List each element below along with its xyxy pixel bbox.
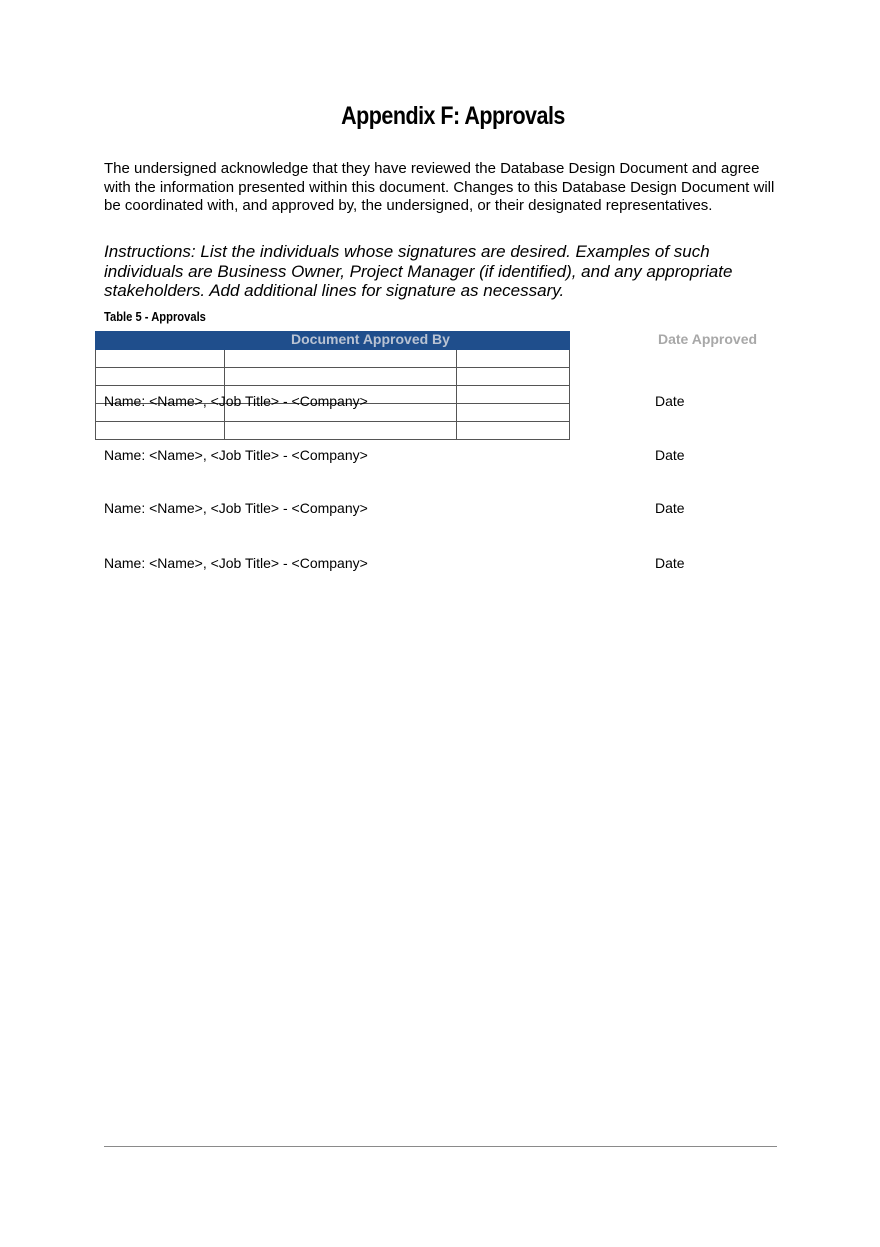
table-row — [96, 350, 570, 368]
table-header-cell — [457, 332, 570, 350]
table-cell[interactable] — [457, 368, 570, 386]
approved-by-header: Document Approved By — [291, 331, 450, 347]
signature-date: Date — [655, 393, 685, 409]
instructions-paragraph: Instructions: List the individuals whose signatures are desired. Examples of such individuals are Business Owner, Project Manager (if identified), and any appropriate stakeholders. Add additional lines for signature as necessary. — [104, 242, 733, 301]
table-cell[interactable] — [457, 386, 570, 404]
intro-paragraph: The undersigned acknowledge that they have reviewed the Database Design Document and agree with the information presented within this document. Changes to this Database Design Document will be coordinated with, and approved by, the undersigned, or their designated representatives. — [104, 160, 775, 215]
table-caption: Table 5 - Approvals — [104, 309, 206, 324]
signature-name: Name: <Name>, <Job Title> - <Company> — [104, 555, 368, 571]
signature-date: Date — [655, 555, 685, 571]
signature-name: Name: <Name>, <Job Title> - <Company> — [104, 447, 368, 463]
table-cell[interactable] — [457, 422, 570, 440]
footer-divider — [104, 1146, 777, 1147]
table-cell[interactable] — [96, 422, 225, 440]
date-approved-header: Date Approved — [658, 331, 758, 347]
table-header-cell — [96, 332, 225, 350]
signature-date: Date — [655, 447, 685, 463]
table-cell[interactable] — [225, 368, 457, 386]
signature-name: Name: <Name>, <Job Title> - <Company> — [104, 500, 368, 516]
signature-name: Name: <Name>, <Job Title> - <Company> — [104, 393, 368, 409]
table-row — [96, 368, 570, 386]
table-cell[interactable] — [457, 404, 570, 422]
table-cell[interactable] — [96, 368, 225, 386]
page-title: Appendix F: Approvals — [341, 102, 565, 130]
table-row — [96, 422, 570, 440]
signature-date: Date — [655, 500, 685, 516]
table-cell[interactable] — [225, 350, 457, 368]
table-cell[interactable] — [225, 422, 457, 440]
table-cell[interactable] — [96, 350, 225, 368]
table-cell[interactable] — [457, 350, 570, 368]
